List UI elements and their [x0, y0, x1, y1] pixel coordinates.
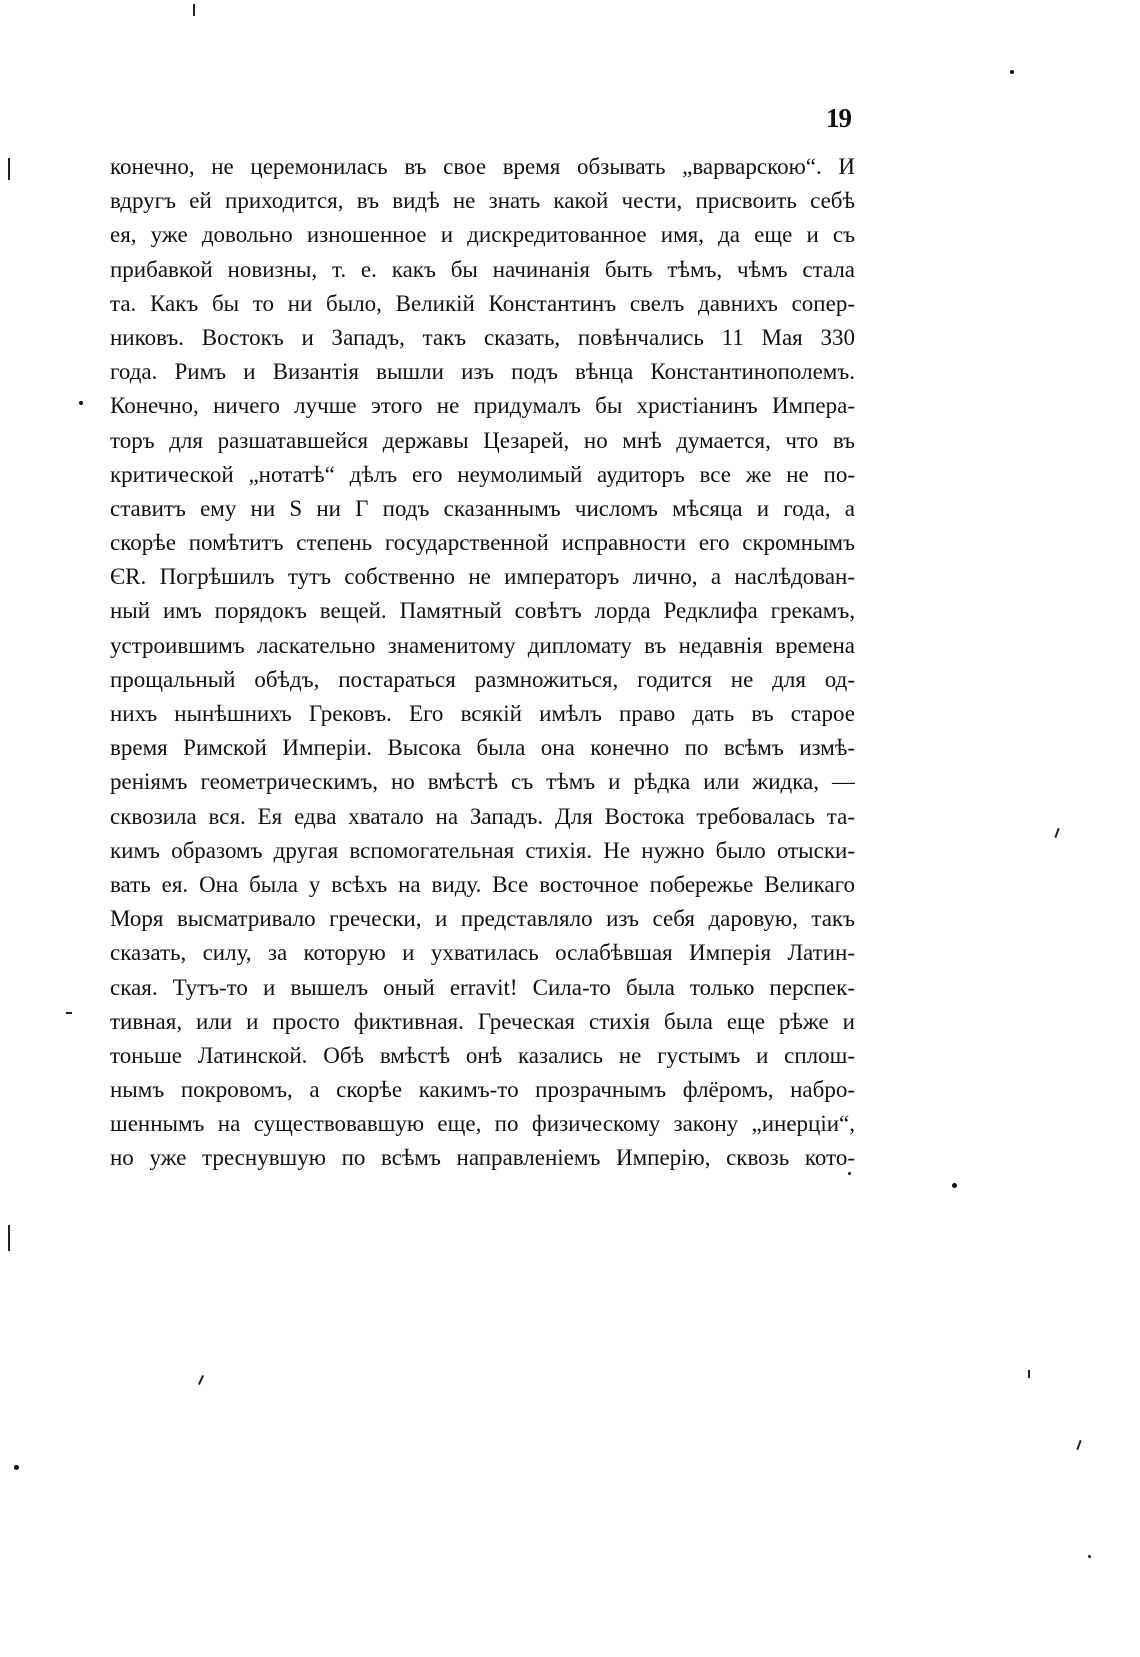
text-line: ный имъ порядокъ вещей. Памятный совѣтъ лорда Редклифа грекамъ, [110, 598, 855, 624]
text-line: нихъ нынѣшнихъ Грековъ. Его всякій имѣлъ право дать въ старое [110, 701, 855, 726]
text-line: критической „нотатѣ“ дѣлъ его неумолимый аудиторъ все же не по- [110, 461, 855, 487]
text-line: ея, уже довольно изношенное и дискредитованное имя, да еще и съ [110, 222, 855, 248]
scan-artifact [8, 158, 10, 180]
text-line: шеннымъ на существовавшую еще, по физическому закону „инерціи“, [110, 1111, 855, 1137]
scan-artifact [848, 1172, 851, 1175]
scan-artifact [79, 401, 83, 405]
text-line: та. Какъ бы то ни было, Великій Константинъ свелъ давнихъ сопер- [110, 290, 855, 316]
scan-artifact [1076, 1440, 1081, 1450]
scan-artifact [198, 1375, 204, 1385]
scan-artifact [8, 1225, 10, 1251]
scan-artifact [193, 4, 195, 16]
text-line: тоньше Латинской. Обѣ вмѣстѣ онѣ казались не густымъ и сплош- [110, 1042, 855, 1068]
text-line: устроившимъ ласкательно знаменитому дипломату въ недавнія времена [110, 632, 855, 658]
text-line: нымъ покровомъ, а скорѣе какимъ-то прозрачнымъ флёромъ, набро- [110, 1077, 855, 1103]
scan-artifact [14, 1465, 19, 1470]
text-line: сквозила вся. Ея едва хватало на Западъ. Для Востока требовалась та- [110, 803, 855, 829]
text-line: скорѣе помѣтитъ степень государственной исправности его скромнымъ [110, 530, 855, 556]
scan-artifact [66, 1012, 72, 1014]
scan-artifact [1010, 70, 1014, 74]
text-line: реніямъ геометрическимъ, но вмѣстѣ съ тѣмъ и рѣдка или жидка, — [110, 769, 855, 795]
scan-artifact [1088, 1555, 1091, 1558]
body-text [110, 150, 855, 1176]
text-line: торъ для разшатавшейся державы Цезарей, но мнѣ думается, что въ [110, 427, 855, 453]
text-line: Конечно, ничего лучше этого не придумалъ бы христіанинъ Импера- [110, 393, 855, 419]
text-line: ская. Тутъ-то и вышелъ оный erravit! Сила-то была только перспек- [110, 974, 855, 1000]
text-line: ставитъ ему ни S ни Г подъ сказаннымъ числомъ мѣсяца и года, а [110, 495, 855, 521]
scan-artifact [1054, 828, 1059, 838]
scan-artifact [952, 1183, 957, 1188]
scan-artifact [1028, 1370, 1030, 1378]
text-line: время Римской Имперіи. Высока была она конечно по всѣмъ измѣ- [110, 735, 855, 761]
text-line: прибавкой новизны, т. е. какъ бы начинанія быть тѣмъ, чѣмъ стала [110, 256, 855, 282]
text-line: вдругъ ей приходится, въ видѣ не знать какой чести, присвоить себѣ [110, 188, 855, 214]
text-line: но уже треснувшую по всѣмъ направленіемъ Имперію, сквозь кото- [110, 1145, 855, 1171]
text-line: конечно, не церемонилась въ свое время обзывать „варварскою“. И [110, 154, 855, 179]
text-line: кимъ образомъ другая вспомогательная стихія. Не нужно было отыски- [110, 837, 855, 863]
text-line: года. Римъ и Византія вышли изъ подъ вѣнца Константинополемъ. [110, 359, 855, 385]
text-line: прощальный обѣдъ, постараться размножиться, годится не для од- [110, 666, 855, 692]
text-line: вать ея. Она была у всѣхъ на виду. Все восточное побережье Великаго [110, 871, 855, 897]
text-line: тивная, или и просто фиктивная. Греческая стихія была еще рѣже и [110, 1008, 855, 1034]
text-line: Моря высматривало гречески, и представляло изъ себя даровую, такъ [110, 906, 855, 932]
text-line: сказать, силу, за которую и ухватилась ослабѣвшая Имперія Латин- [110, 940, 855, 966]
text-line: никовъ. Востокъ и Западъ, такъ сказать, повѣнчались 11 Мая 330 [110, 324, 855, 350]
page-number: 19 [826, 103, 851, 133]
text-line: ЄR. Погрѣшилъ тутъ собственно не императоръ лично, а наслѣдован- [110, 564, 855, 590]
